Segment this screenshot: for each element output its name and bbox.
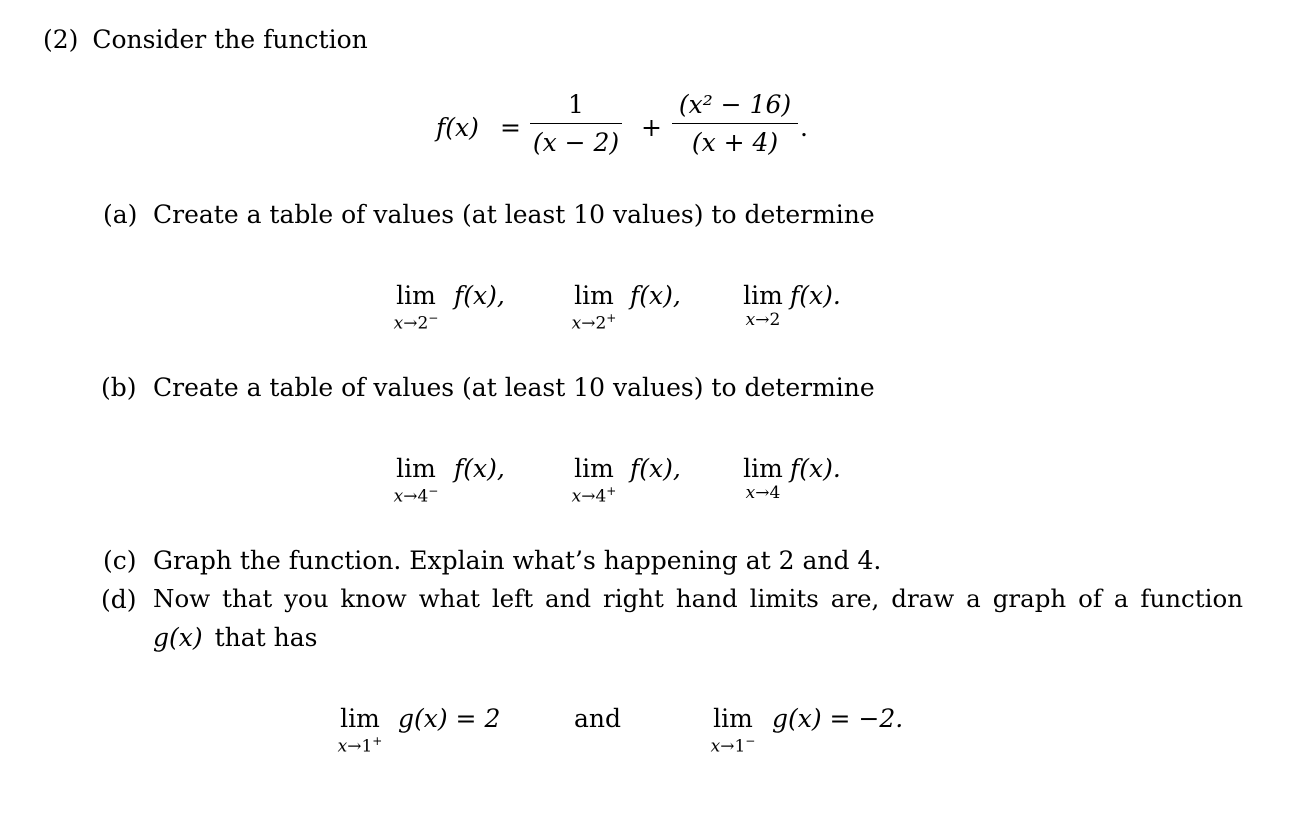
limit-a1-expr: f(x),: [454, 281, 505, 310]
limit-d1: [329, 706, 391, 756]
limit-b1: [385, 456, 447, 506]
problem-number: (2): [43, 25, 79, 54]
problem-intro: Consider the function: [92, 25, 368, 54]
part-c-label: (c): [103, 546, 137, 575]
limit-d2: [702, 706, 764, 756]
limit-a1-word: lim: [396, 281, 436, 310]
limit-b2-subscript: x→4+: [571, 484, 617, 507]
fraction-2-denominator: (x + 4): [691, 128, 779, 157]
plus-sign: +: [641, 113, 662, 142]
limit-b3-word: lim: [743, 454, 783, 483]
part-d-line2: [153, 625, 317, 650]
limit-a1-subscript: x→2−: [393, 311, 439, 334]
limit-d2-word: lim: [713, 704, 753, 733]
limit-a2: [563, 283, 625, 333]
limit-a3-subscript: x→2: [745, 310, 781, 330]
limit-b1-expr: f(x),: [454, 454, 505, 483]
connector-and: and: [574, 704, 622, 733]
part-d-line2-text: that has: [214, 623, 318, 652]
fraction-2-numerator: (x² − 16): [678, 90, 792, 119]
limit-a3-expr: f(x).: [790, 281, 841, 310]
fraction-1-numerator: 1: [568, 90, 584, 119]
equals-sign: =: [500, 113, 521, 142]
limit-d2-subscript: x→1−: [710, 734, 756, 757]
limit-b3: [736, 456, 790, 502]
period: .: [800, 113, 808, 142]
limit-a3-word: lim: [743, 281, 783, 310]
fraction-2-bar: [672, 123, 798, 124]
limit-b1-word: lim: [396, 454, 436, 483]
limit-d1-word: lim: [340, 704, 380, 733]
limit-b1-subscript: x→4−: [393, 484, 439, 507]
part-b-label: (b): [101, 373, 137, 402]
part-a-text: Create a table of values (at least 10 values) to determine: [153, 200, 875, 229]
part-d-label: (d): [101, 585, 137, 614]
limit-b2-word: lim: [574, 454, 614, 483]
limit-b2: [563, 456, 625, 506]
limit-b2-expr: f(x),: [630, 454, 681, 483]
part-d-line1: Now that you know what left and right hand limits are, draw a graph of a function: [153, 584, 1243, 613]
fraction-2: [672, 92, 798, 155]
part-d-function-name: g(x): [153, 623, 203, 652]
limit-a2-word: lim: [574, 281, 614, 310]
limit-d1-subscript: x→1+: [337, 734, 383, 757]
function-lhs: f(x): [436, 113, 479, 142]
part-a-label: (a): [103, 200, 138, 229]
problem-header: [43, 27, 368, 52]
fraction-1-denominator: (x − 2): [532, 128, 620, 157]
limit-b3-subscript: x→4: [745, 483, 781, 503]
limit-a1: [385, 283, 447, 333]
fraction-1-bar: [530, 123, 622, 124]
limit-b3-expr: f(x).: [790, 454, 841, 483]
limit-d2-expr: g(x) = −2.: [772, 704, 904, 733]
limit-a3: [736, 283, 790, 329]
part-b-text: Create a table of values (at least 10 values) to determine: [153, 373, 875, 402]
limit-d1-expr: g(x) = 2: [398, 704, 501, 733]
limit-a2-subscript: x→2+: [571, 311, 617, 334]
fraction-1: [530, 92, 622, 155]
part-c-text: Graph the function. Explain what’s happening at 2 and 4.: [153, 546, 882, 575]
limit-a2-expr: f(x),: [630, 281, 681, 310]
